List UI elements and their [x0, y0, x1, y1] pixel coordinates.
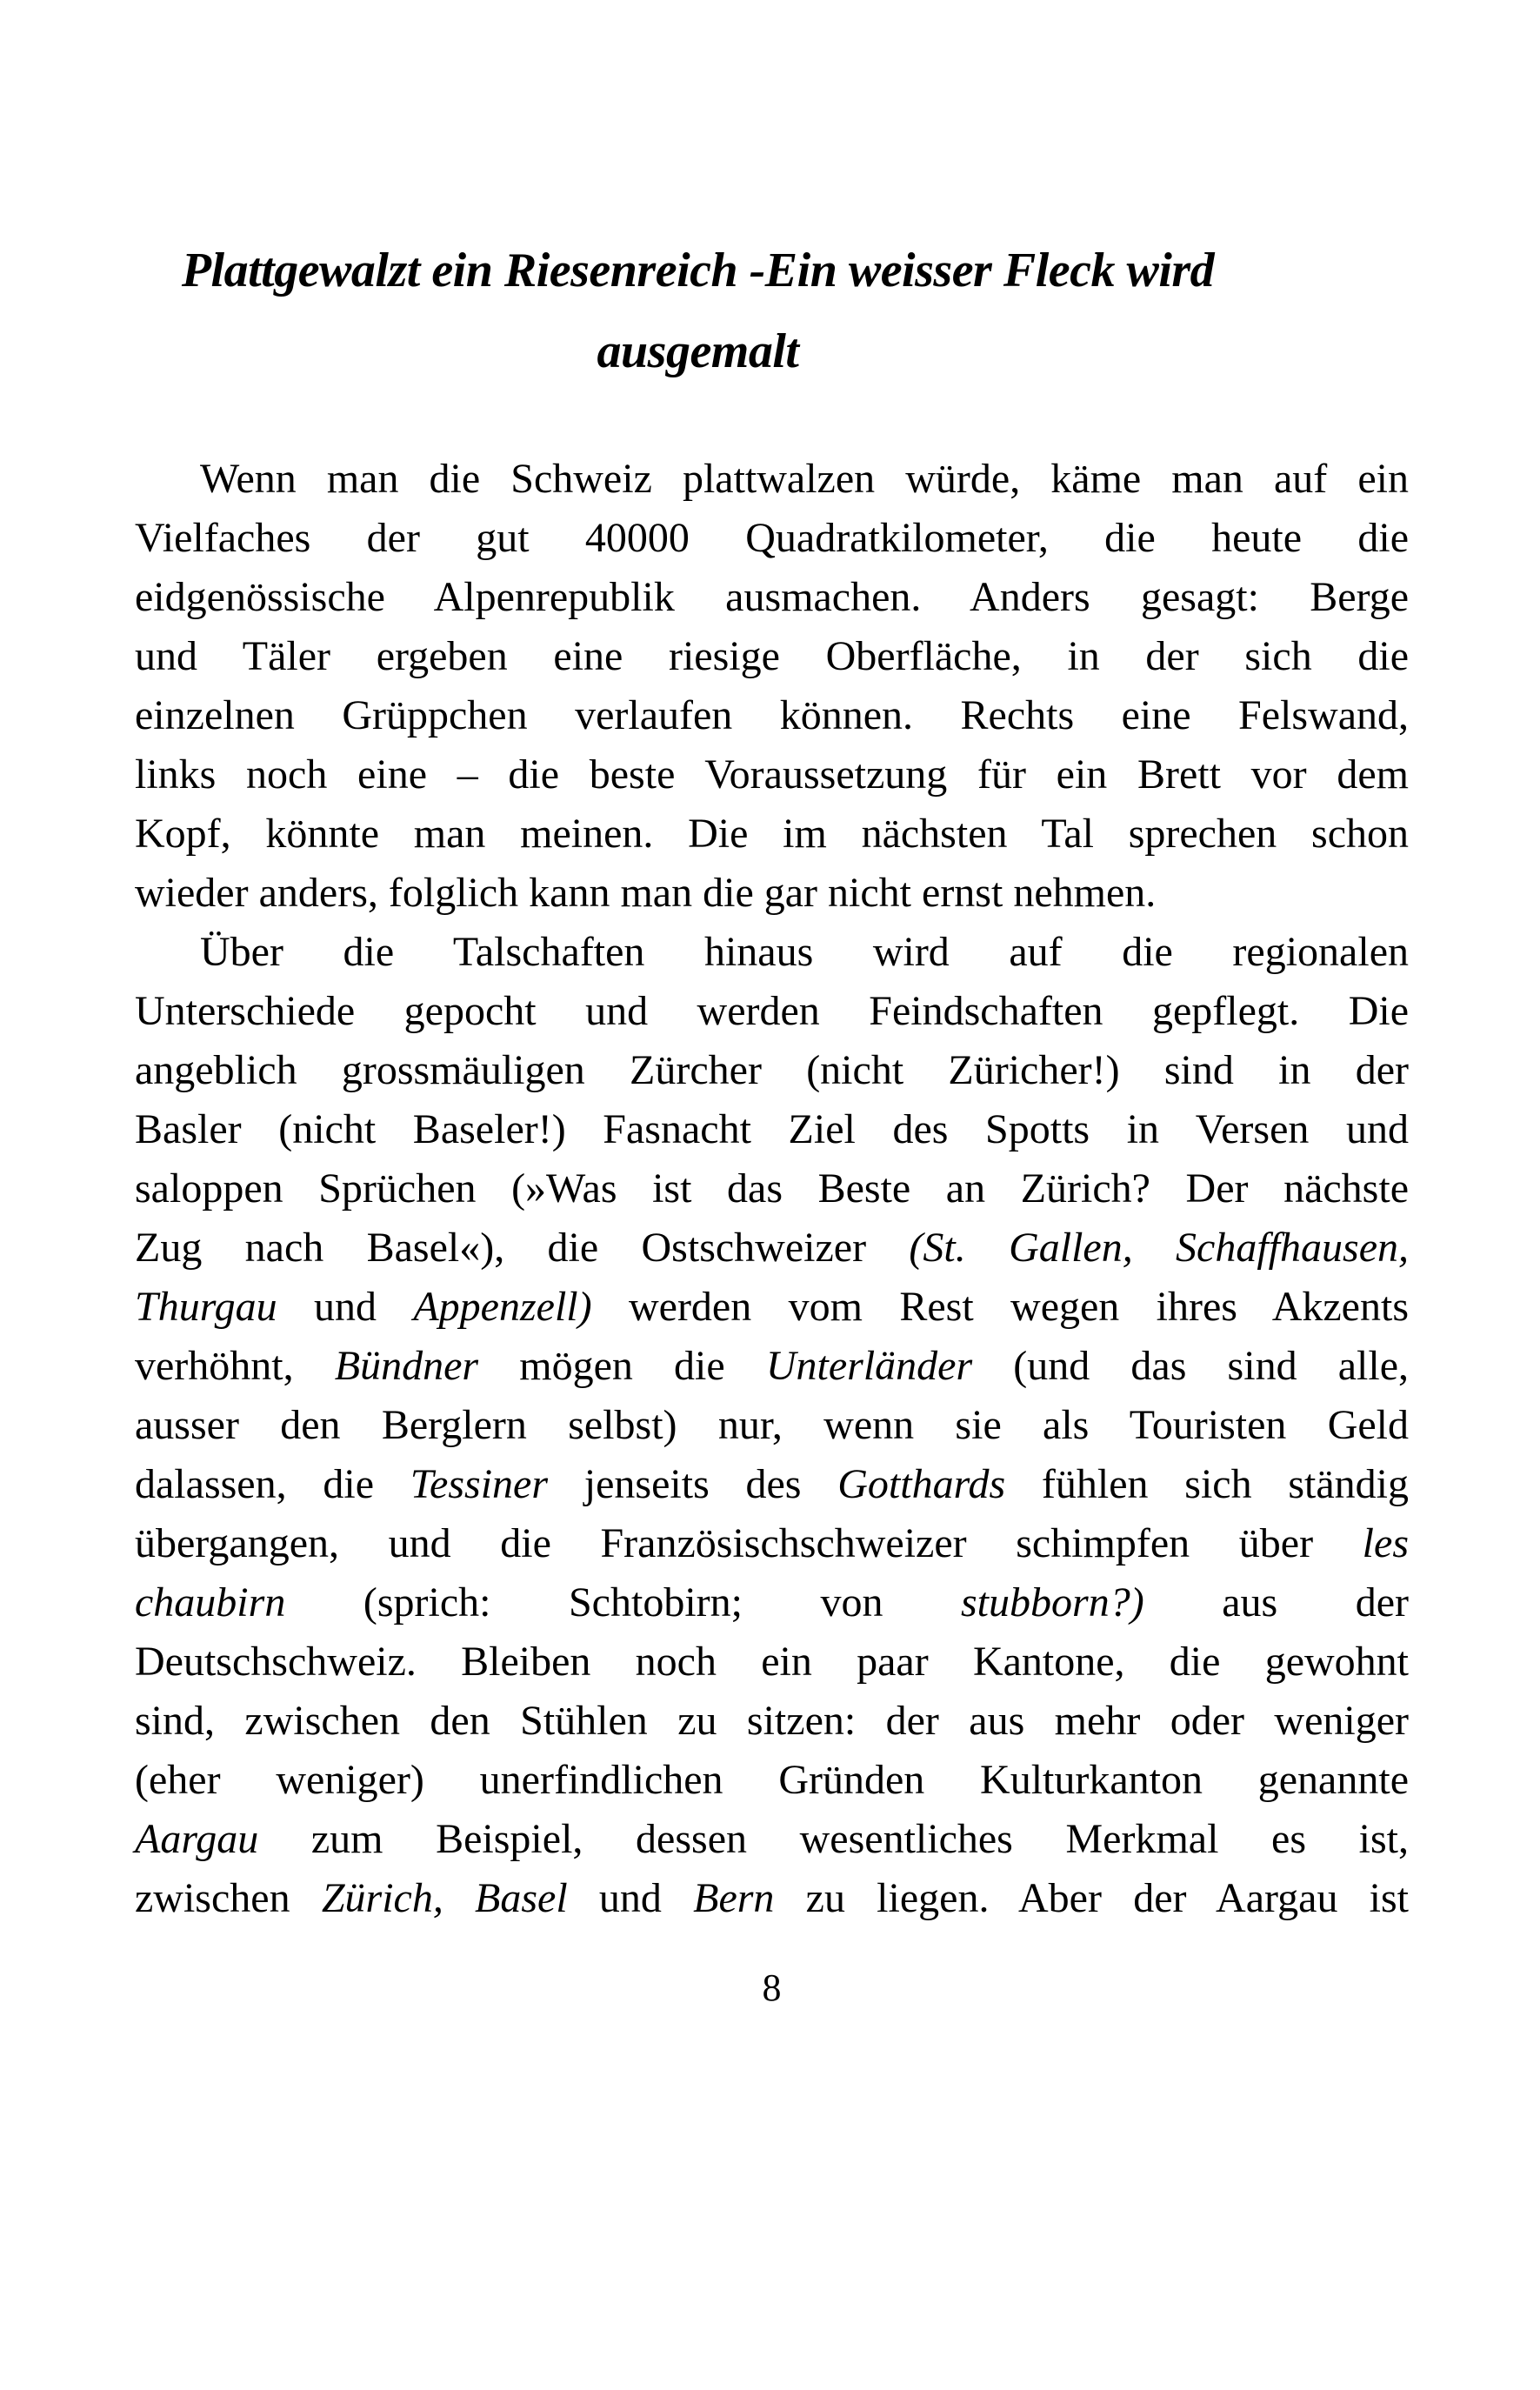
text-segment: verhöhnt,: [135, 1343, 335, 1389]
text-line: [135, 1869, 1409, 1928]
text-segment: zwischen: [135, 1875, 322, 1921]
text-segment: einzelnen Grüppchen verlaufen können. Rechts eine Felswand,: [135, 692, 1409, 738]
text-line: [135, 1396, 1409, 1455]
text-segment: Kopf, könnte man meinen. Die im nächsten Tal sprechen schon: [135, 811, 1409, 857]
text-line: [135, 1337, 1409, 1396]
text-line: [135, 804, 1409, 864]
text-segment: Basler (nicht Baseler!) Fasnacht Ziel des Spotts in Versen und: [135, 1106, 1409, 1152]
italic-text-segment: Bündner: [334, 1343, 479, 1389]
italic-text-segment: chaubirn: [135, 1579, 286, 1626]
italic-text-segment: Appenzell): [413, 1284, 592, 1330]
text-segment: Wenn man die Schweiz plattwalzen würde, käme man auf ein: [200, 456, 1409, 502]
text-segment: angeblich grossmäuligen Zürcher (nicht Züricher!) sind in der: [135, 1047, 1409, 1093]
text-line: [135, 864, 1409, 923]
text-line: [135, 627, 1409, 686]
text-line: [135, 1218, 1409, 1278]
italic-text-segment: Tessiner: [410, 1461, 549, 1507]
text-segment: Deutschschweiz. Bleiben noch ein paar Kantone, die gewohnt: [135, 1639, 1409, 1685]
chapter-title-line1: Plattgewalzt ein Riesenreich -Ein weisser Fleck wird: [181, 244, 1215, 297]
text-segment: übergangen, und die Französischschweizer schimpfen über: [135, 1520, 1363, 1566]
paragraph: [135, 450, 1409, 923]
text-segment: Unterschiede gepocht und werden Feindschaften gepflegt. Die: [135, 988, 1409, 1034]
text-line: [135, 923, 1409, 982]
text-line: [135, 1810, 1409, 1869]
text-segment: aus der: [1143, 1579, 1409, 1626]
text-line: [135, 568, 1409, 627]
text-segment: sind, zwischen den Stühlen zu sitzen: der aus mehr oder weniger: [135, 1698, 1409, 1744]
italic-text-segment: (St. Gallen, Schaffhausen,: [909, 1225, 1410, 1271]
italic-text-segment: les: [1362, 1520, 1409, 1566]
text-segment: saloppen Sprüchen (»Was ist das Beste an Zürich? Der nächste: [135, 1165, 1409, 1212]
text-segment: dalassen, die: [135, 1461, 410, 1507]
text-line: [135, 686, 1409, 745]
chapter-title: [135, 230, 1261, 392]
text-line: [135, 1041, 1409, 1100]
text-segment: und: [277, 1284, 414, 1330]
text-segment: Vielfaches der gut 40000 Quadratkilometer, die heute die: [135, 515, 1409, 561]
text-segment: ausser den Berglern selbst) nur, wenn sie als Touristen Geld: [135, 1402, 1409, 1448]
chapter-title-line2: ausgemalt: [597, 324, 799, 378]
text-segment: wieder anders, folglich kann man die gar nicht ernst nehmen.: [135, 870, 1157, 916]
text-line: [135, 1455, 1409, 1514]
text-segment: zu liegen. Aber der Aargau ist: [774, 1875, 1410, 1921]
italic-text-segment: Unterländer: [765, 1343, 973, 1389]
text-line: [135, 1573, 1409, 1632]
italic-text-segment: Zürich, Basel: [321, 1875, 568, 1921]
italic-text-segment: Thurgau: [135, 1284, 277, 1330]
italic-text-segment: Aargau: [135, 1816, 259, 1862]
text-segment: jenseits des: [548, 1461, 838, 1507]
text-segment: mögen die: [478, 1343, 766, 1389]
text-segment: zum Beispiel, dessen wesentliches Merkmal es ist,: [258, 1816, 1409, 1862]
text-line: [135, 1159, 1409, 1218]
italic-text-segment: Bern: [693, 1875, 775, 1921]
text-segment: fühlen sich ständig: [1005, 1461, 1409, 1507]
text-line: [135, 1514, 1409, 1573]
text-segment: und Täler ergeben eine riesige Oberfläche, in der sich die: [135, 633, 1409, 679]
text-line: [135, 1100, 1409, 1159]
text-segment: werden vom Rest wegen ihres Akzents: [591, 1284, 1409, 1330]
text-segment: und: [567, 1875, 694, 1921]
text-segment: links noch eine – die beste Voraussetzung für ein Brett vor dem: [135, 751, 1409, 798]
text-segment: (und das sind alle,: [972, 1343, 1410, 1389]
text-line: [135, 1692, 1409, 1751]
text-line: [135, 1751, 1409, 1810]
text-segment: Zug nach Basel«), die Ostschweizer: [135, 1225, 910, 1271]
text-segment: (eher weniger) unerfindlichen Gründen Kulturkanton genannte: [135, 1757, 1409, 1803]
text-line: [135, 1278, 1409, 1337]
text-line: [135, 1632, 1409, 1692]
text-line: [135, 982, 1409, 1041]
italic-text-segment: Gotthards: [837, 1461, 1006, 1507]
book-page: [0, 230, 1540, 2390]
page-number: 8: [762, 1966, 782, 2009]
text-segment: Über die Talschaften hinaus wird auf die regionalen: [200, 929, 1409, 975]
paragraph: [135, 923, 1409, 1928]
text-line: [135, 509, 1409, 568]
text-line: [135, 745, 1409, 804]
text-segment: (sprich: Schtobirn; von: [285, 1579, 961, 1626]
text-segment: eidgenössische Alpenrepublik ausmachen. Anders gesagt: Berge: [135, 574, 1409, 620]
text-line: [135, 450, 1409, 509]
page-body: [135, 450, 1409, 1928]
italic-text-segment: stubborn?): [961, 1579, 1144, 1626]
